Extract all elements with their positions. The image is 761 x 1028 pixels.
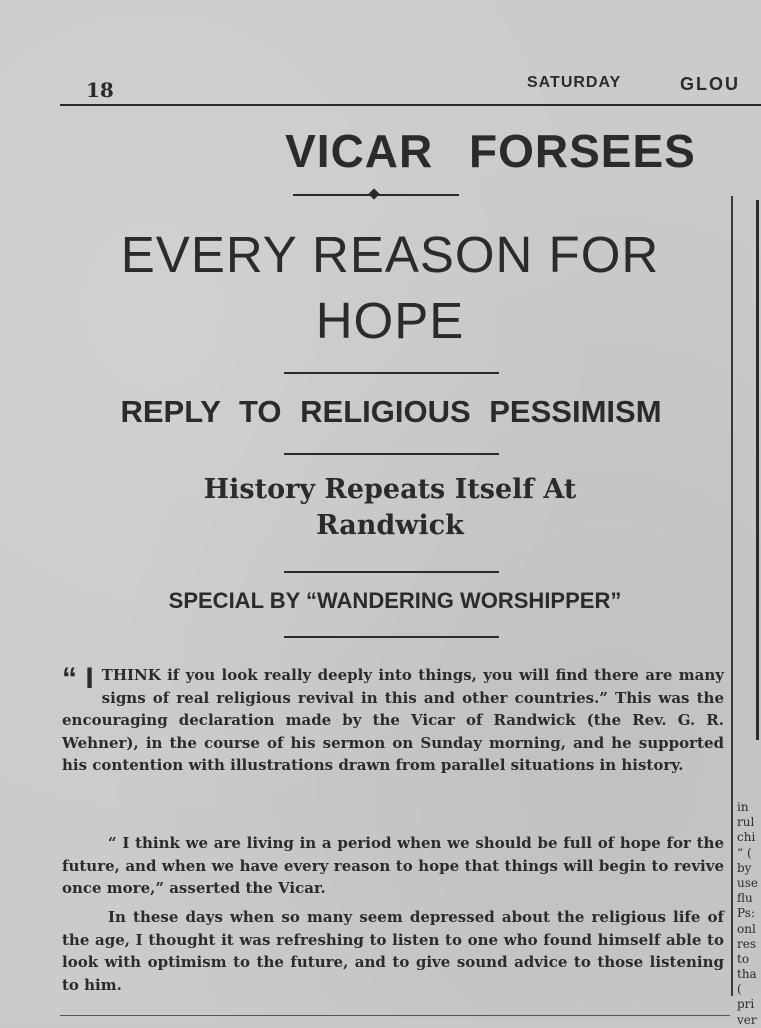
paragraph-text: THINK if you look really deeply into things, you will find there are many signs of real religious revival in this and other countries.” This was the encouraging declaration made by the Vicar of Randwick (the Rev. G. R. Wehner), in the course of his sermon on Sunday morning, and he supported his contention with illustrations drawn from parallel situations in history. (62, 666, 724, 774)
adjacent-column-fragment: by (737, 860, 752, 875)
adjacent-column-fragment: onl (737, 921, 756, 936)
adjacent-column-fragment: to (737, 951, 750, 966)
adjacent-column-fragment: ver (737, 1012, 757, 1027)
adjacent-column-fragment: rul (737, 815, 755, 830)
article-paragraph-1 (62, 664, 724, 777)
separator-rule (284, 453, 499, 455)
adjacent-column-fragment: use (737, 875, 758, 890)
headline-kicker: VICAR FORSEES (285, 125, 696, 177)
adjacent-column-fragment: res (737, 936, 756, 951)
adjacent-column-fragment: chi (737, 830, 756, 845)
article-paragraph-2: “ I think we are living in a period when we should be full of hope for the future, and when we have every reason to hope that things will begin to revive once more,” asserted the Vicar. (62, 834, 724, 897)
separator-rule (284, 636, 499, 638)
separator-rule (284, 372, 499, 374)
headline-main: EVERY REASON FOR HOPE (120, 226, 660, 349)
diamond-ornament-icon (368, 188, 379, 199)
column-rule (731, 196, 733, 996)
header-paper-name: GLOU (680, 74, 740, 94)
drop-cap: “ I (62, 662, 94, 695)
separator-rule (284, 571, 499, 573)
headline-deck: REPLY TO RELIGIOUS PESSIMISM (120, 394, 662, 429)
bottom-rule (60, 1015, 730, 1016)
page-number: 18 (86, 78, 114, 102)
adjacent-column-fragment: tha (737, 967, 757, 982)
adjacent-column-fragment: flu (737, 891, 753, 906)
byline: SPECIAL BY “WANDERING WORSHIPPER” (168, 588, 622, 613)
header-rule (60, 104, 761, 106)
header-day: SATURDAY (527, 74, 622, 91)
adjacent-column-rule (756, 200, 759, 740)
adjacent-column-fragment: ( (737, 982, 742, 997)
adjacent-column-fragment: pri (737, 997, 755, 1012)
adjacent-column-text (737, 800, 761, 1028)
adjacent-column-fragment: Ps: (737, 906, 755, 921)
article-paragraph-3: In these days when so many seem depressed about the religious life of the age, I thought it was refreshing to listen to one who found himself able to look with optimism to the future, and to give sound advice to those listening to him. (62, 908, 724, 994)
headline-sub: History Repeats Itself At Randwick (203, 474, 577, 541)
adjacent-column-fragment: “ ( (737, 845, 752, 860)
adjacent-column-fragment: in (737, 800, 749, 814)
